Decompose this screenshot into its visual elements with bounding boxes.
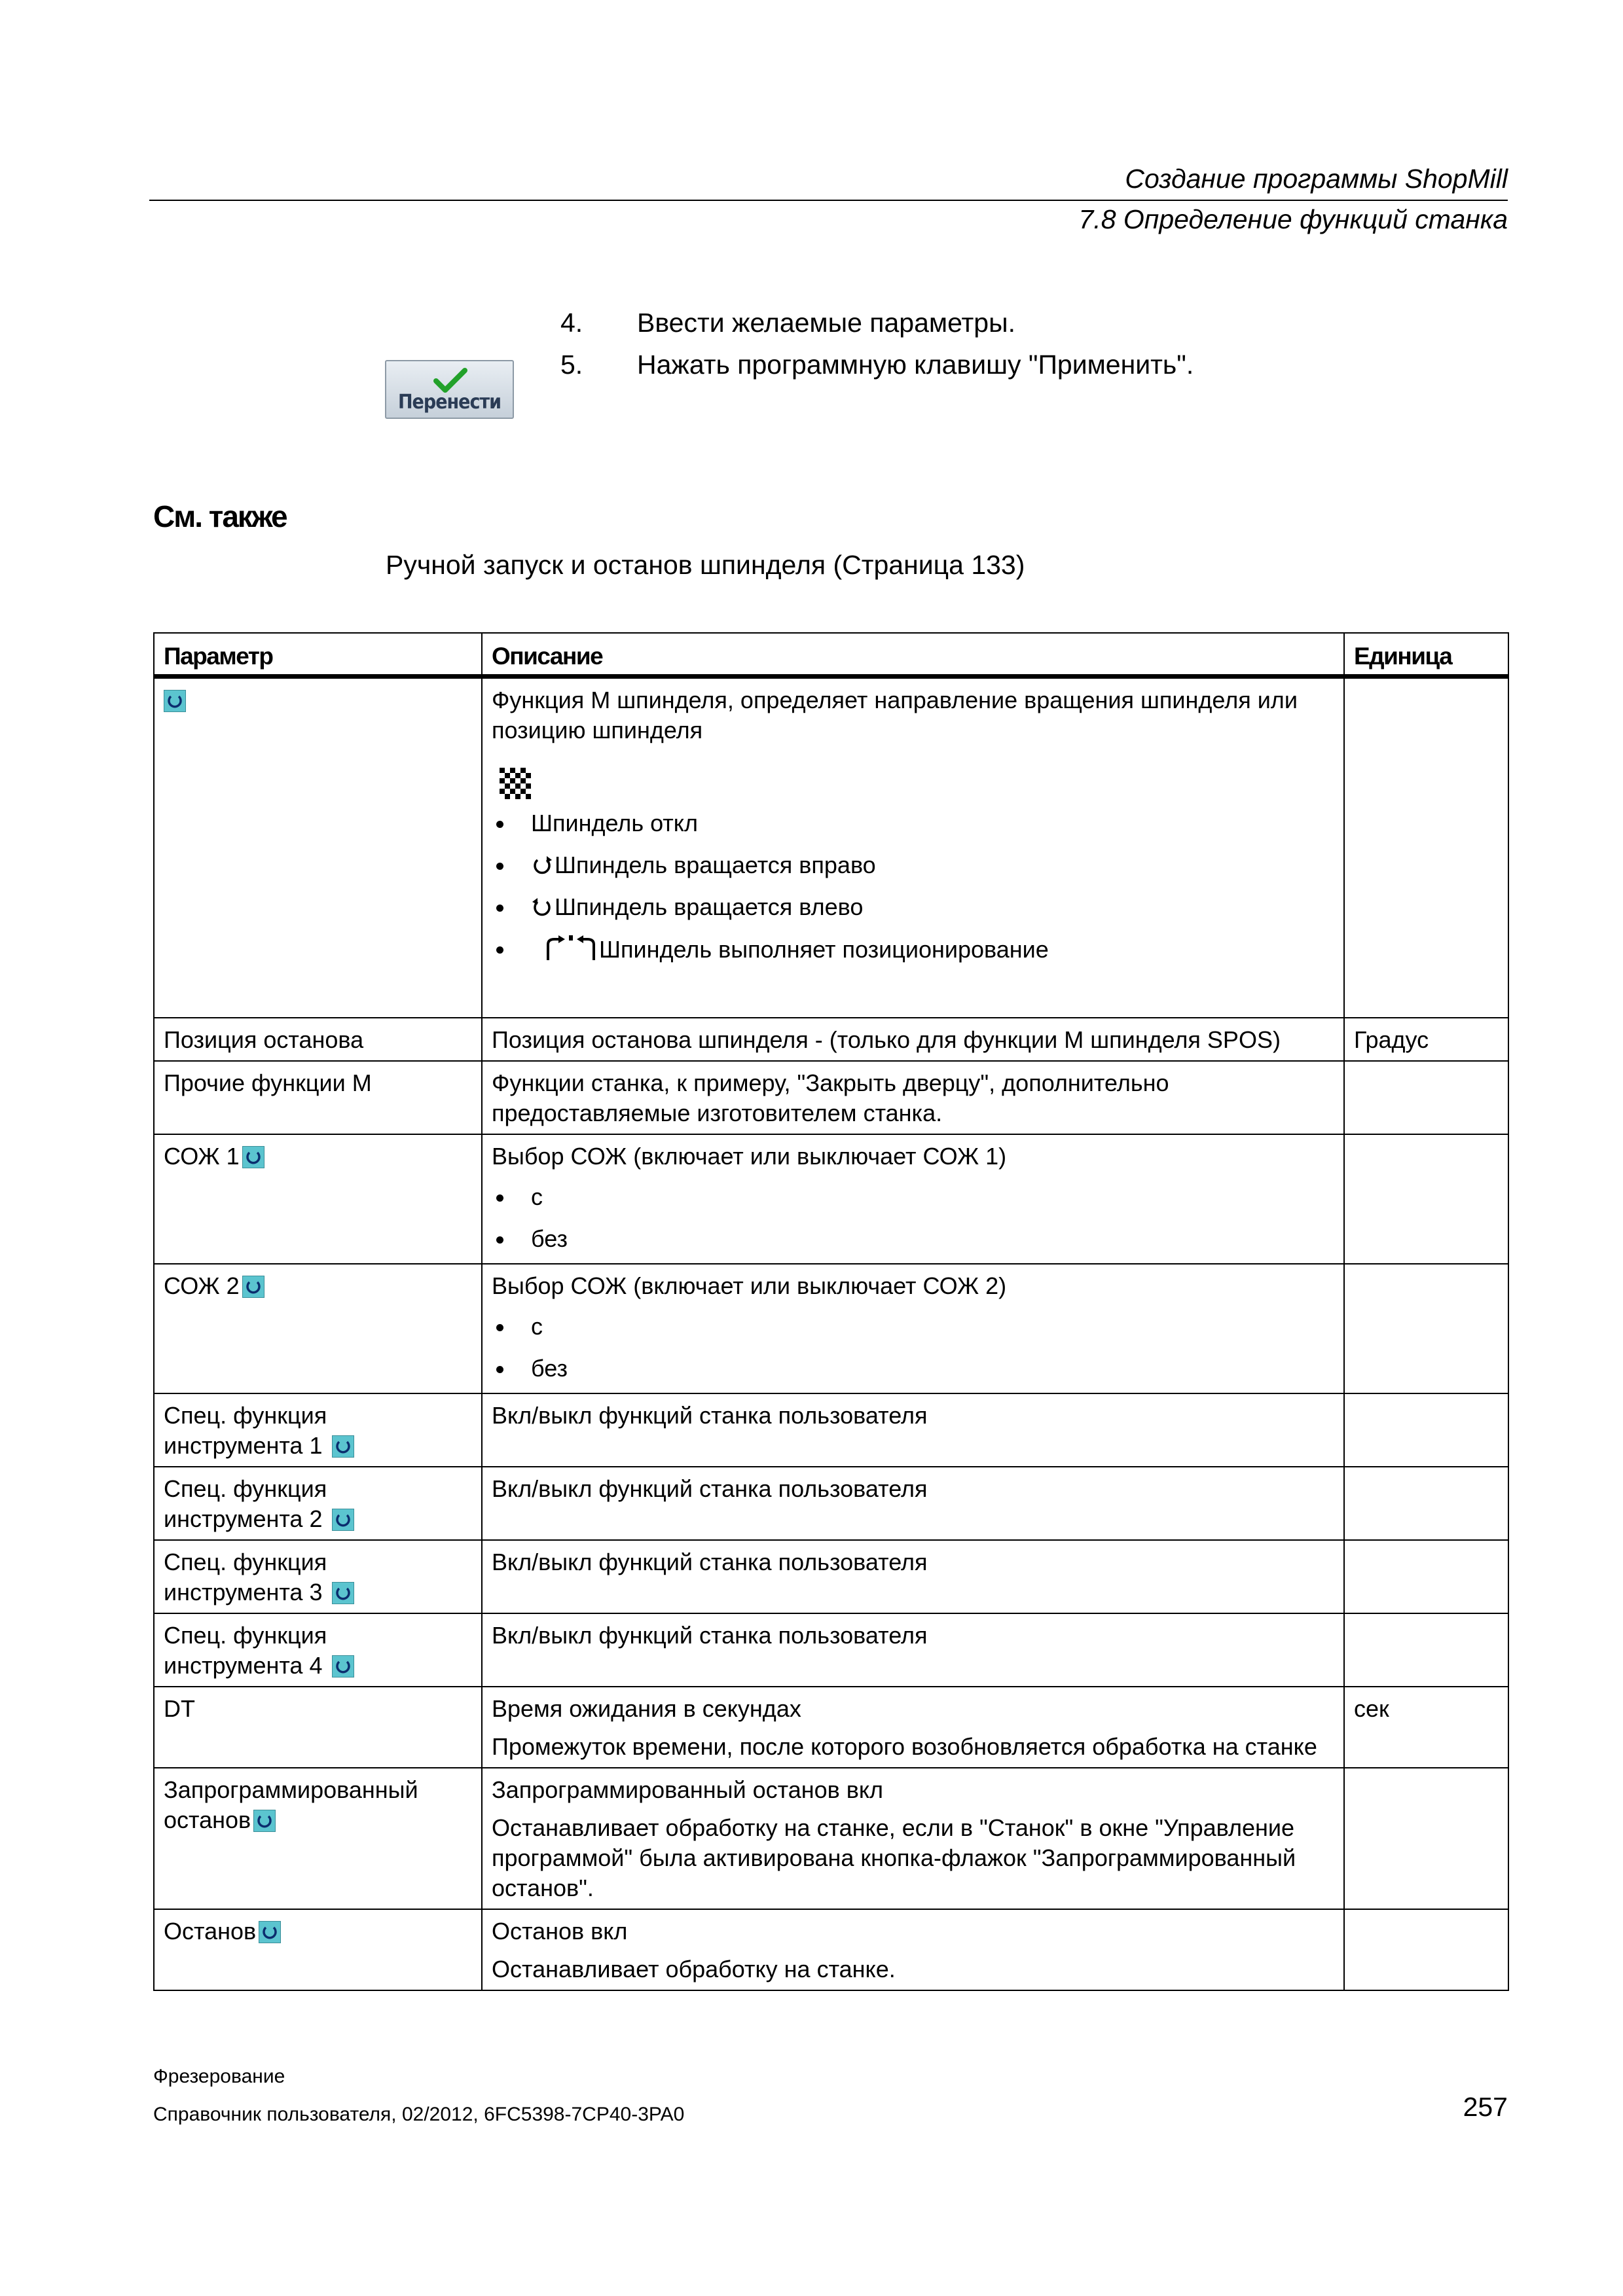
unit-cell [1344,1909,1508,1990]
step-5-number: 5. [560,350,583,380]
param-cell: Останов [154,1909,482,1990]
toggle-icon [332,1435,354,1458]
table-row [154,1768,1508,1909]
see-also-heading: См. также [153,499,287,533]
desc-cell: Вкл/выкл функций станка пользователя [482,1393,1344,1467]
unit-cell: Градус [1344,1018,1508,1061]
header-rule [149,200,1508,201]
table-row [154,1613,1508,1687]
header-param: Параметр [154,633,482,677]
param-cell: Позиция останова [154,1018,482,1061]
toggle-icon [332,1582,354,1604]
step-5-text: Нажать программную клавишу "Применить". [637,350,1194,380]
spindle-position-icon [544,934,598,963]
list-item: без [492,1354,1334,1384]
toggle-icon [332,1509,354,1531]
toggle-icon [259,1921,281,1943]
apply-softkey-image [385,360,514,419]
param-cell: Спец. функция инструмента 1 [154,1393,482,1467]
step-4-text: Ввести желаемые параметры. [637,308,1015,338]
desc-cell: Позиция останова шпинделя - (только для функции М шпинделя SPOS) [482,1018,1344,1061]
softkey-label: Перенести [397,391,501,414]
unit-cell [1344,1061,1508,1134]
toggle-icon [242,1276,264,1298]
unit-cell [1344,1393,1508,1467]
param-cell: Спец. функция инструмента 3 [154,1540,482,1613]
table-row [154,1393,1508,1467]
unit-cell [1344,677,1508,1018]
see-also-link[interactable]: Ручной запуск и останов шпинделя (Страница 133) [386,550,1025,580]
param-cell: DT [154,1687,482,1768]
list-item: Шпиндель выполняет позиционирование [492,934,1334,965]
param-cell: СОЖ 1 [154,1134,482,1264]
table-row [154,1909,1508,1990]
desc-cell: Запрограммированный останов вкл Останавливает обработку на станке, если в "Станок" в окне "Управление программой" была активирована кнопка-флажок "Запрограммированный останов". [482,1768,1344,1909]
table-row [154,1061,1508,1134]
section-title: 7.8 Определение функций станка [1078,204,1508,234]
footer-manual-info: Справочник пользователя, 02/2012, 6FC5398-7CP40-3PA0 [153,2104,685,2125]
unit-cell: сек [1344,1687,1508,1768]
table-row [154,1540,1508,1613]
unit-cell [1344,1540,1508,1613]
list-item: Шпиндель вращается вправо [492,850,1334,880]
toggle-icon [164,690,186,712]
desc-cell: Выбор СОЖ (включает или выключает СОЖ 1) с без [482,1134,1344,1264]
desc-cell: Выбор СОЖ (включает или выключает СОЖ 2) с без [482,1264,1344,1393]
list-item: с [492,1312,1334,1342]
header-desc: Описание [482,633,1344,677]
checkmark-icon [433,367,467,394]
param-cell: СОЖ 2 [154,1264,482,1393]
list-item: с [492,1182,1334,1212]
footer-product: Фрезерование [153,2066,285,2087]
unit-cell [1344,1264,1508,1393]
desc-cell: Останов вкл Останавливает обработку на станке. [482,1909,1344,1990]
table-header-row [154,633,1508,677]
desc-cell: Вкл/выкл функций станка пользователя [482,1613,1344,1687]
param-cell: Спец. функция инструмента 4 [154,1613,482,1687]
table-row [154,1264,1508,1393]
table-row [154,1687,1508,1768]
unit-cell [1344,1467,1508,1540]
desc-cell: Функции станка, к примеру, "Закрыть дверцу", дополнительно предоставляемые изготовителем станка. [482,1061,1344,1134]
desc-cell [482,677,1344,1018]
toggle-icon [253,1810,276,1832]
param-cell: Прочие функции М [154,1061,482,1134]
spindle-mode-list [492,808,1334,965]
rotate-right-icon [531,855,553,878]
table-row [154,1018,1508,1061]
list-item: Шпиндель вращается влево [492,892,1334,922]
param-cell [154,677,482,1018]
table-row [154,1134,1508,1264]
table-row [154,1467,1508,1540]
unit-cell [1344,1613,1508,1687]
param-cell: Спец. функция инструмента 2 [154,1467,482,1540]
header-unit: Единица [1344,633,1508,677]
page-number: 257 [1463,2092,1508,2122]
spindle-off-icon [500,768,531,799]
toggle-icon [332,1655,354,1677]
unit-cell [1344,1134,1508,1264]
desc-cell: Вкл/выкл функций станка пользователя [482,1540,1344,1613]
toggle-icon [242,1146,264,1168]
rotate-left-icon [531,897,553,920]
chapter-title: Создание программы ShopMill [1125,164,1508,194]
param-cell: Запрограммированный останов [154,1768,482,1909]
parameter-table [153,632,1509,1991]
desc-cell: Вкл/выкл функций станка пользователя [482,1467,1344,1540]
desc-text: Функция М шпинделя, определяет направление вращения шпинделя или позицию шпинделя [492,687,1298,744]
desc-cell: Время ожидания в секундах Промежуток времени, после которого возобновляется обработка на станке [482,1687,1344,1768]
list-item: Шпиндель откл [492,808,1334,838]
unit-cell [1344,1768,1508,1909]
table-row [154,677,1508,1018]
step-4-number: 4. [560,308,583,338]
list-item: без [492,1224,1334,1254]
